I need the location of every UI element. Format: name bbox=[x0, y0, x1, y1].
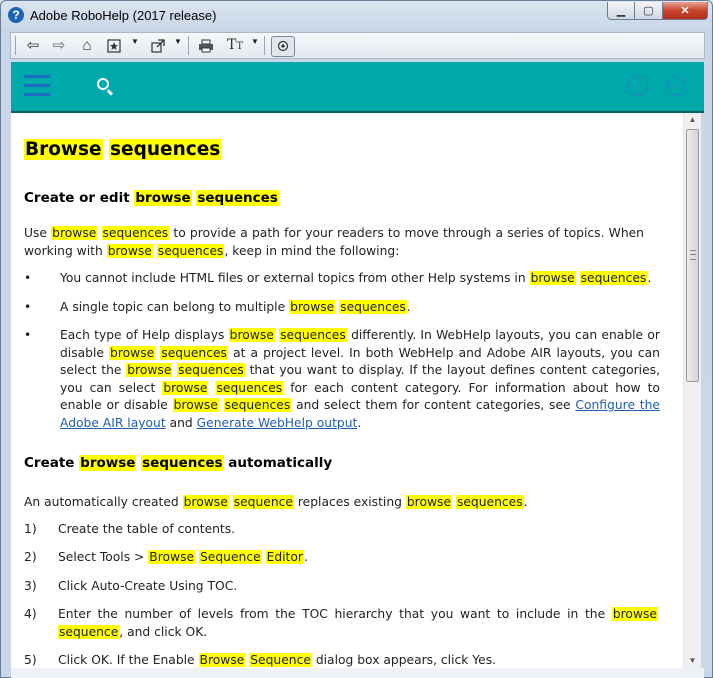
title-bar bbox=[1, 1, 712, 31]
open-external-button[interactable] bbox=[149, 36, 167, 55]
window-title: Adobe RoboHelp (2017 release) bbox=[30, 8, 217, 23]
menu-icon[interactable] bbox=[24, 75, 50, 97]
forward-arrow-icon: ⇨ bbox=[52, 37, 66, 54]
heading-create-auto: Create browse sequences automatically bbox=[24, 455, 333, 471]
home-button[interactable] bbox=[77, 36, 97, 55]
scrollbar-grip-icon bbox=[690, 250, 696, 260]
toolbar bbox=[10, 32, 705, 59]
font-size-dropdown-caret[interactable]: ▼ bbox=[251, 37, 259, 46]
scroll-down-arrow-icon[interactable]: ▼ bbox=[688, 656, 697, 665]
bullet-marker: • bbox=[24, 300, 32, 314]
help-app-icon: ? bbox=[8, 7, 24, 23]
printer-icon bbox=[198, 39, 214, 53]
topic-title: Browse sequences bbox=[25, 139, 221, 160]
window-controls bbox=[607, 2, 708, 21]
help-header-bar bbox=[11, 62, 704, 113]
link-configure-air-layout[interactable]: Configure the Adobe AIR layout bbox=[60, 398, 660, 430]
heading-create-edit: Create or edit browse sequences bbox=[24, 190, 278, 206]
vertical-scrollbar[interactable] bbox=[683, 113, 701, 668]
previous-topic-icon[interactable]: ← bbox=[628, 76, 648, 96]
favorites-button[interactable] bbox=[105, 36, 123, 55]
next-topic-icon[interactable]: → bbox=[666, 76, 686, 96]
minimize-button[interactable]: ▁ bbox=[607, 2, 635, 20]
status-bar bbox=[11, 668, 704, 678]
close-button[interactable]: ✕ bbox=[663, 2, 708, 20]
intro-paragraph: Use browse sequences to provide a path for your readers to move through a series of topics. When working with browse sequences, keep in mind the following: bbox=[24, 226, 644, 258]
forward-button[interactable] bbox=[49, 36, 69, 55]
back-arrow-icon: ⇦ bbox=[26, 37, 40, 54]
favorites-dropdown-caret[interactable]: ▼ bbox=[131, 37, 139, 46]
toolbar-grip bbox=[15, 36, 16, 55]
search-icon[interactable] bbox=[97, 78, 109, 90]
scroll-up-arrow-icon[interactable]: ▲ bbox=[688, 115, 697, 124]
font-size-button[interactable] bbox=[224, 36, 246, 55]
link-generate-webhelp-output[interactable]: Generate WebHelp output bbox=[196, 415, 358, 430]
print-button[interactable] bbox=[196, 36, 216, 55]
home-icon: ⌂ bbox=[82, 37, 92, 54]
external-link-icon bbox=[151, 39, 165, 53]
font-size-small-icon: T bbox=[236, 41, 243, 52]
auto-intro-paragraph: An automatically created browse sequence replaces existing browse sequences. bbox=[24, 495, 528, 509]
topic-content: Browse sequences Create or edit browse sequences Use browse sequences to provide a path for your readers to move through a series of topics. When working with browse sequences, keep in mind the following: • You cannot include HTML files or external topics from other Help systems in browse sequences. • A single topic can belong to multiple browse sequences. • Each type of Help displays browse sequences differently. In WebHelp layouts, you can enable or disable browse sequences at a project level. In both WebHelp and Adobe AIR layouts, you can select the browse sequences that you want to display. If the layout defines content categories, you can select browse sequences for each content category. For information about how to enable or disable browse sequences and select them for content categories, see Configure the Adobe AIR layout and Generate WebHelp output. Create browse sequences automatically An automatically created browse sequence replaces existing browse sequences. 1) Create the table of contents. 2) Select Tools > Browse Sequence Editor. 3) Click Auto-Create Using TOC. 4) Enter the number of levels from the TOC hierarchy that you want to include in the browse sequence, and click OK. 5) Click OK. If the Enable Browse Sequence dialog box appears, click Yes. bbox=[11, 113, 683, 668]
scrollbar-thumb[interactable] bbox=[686, 129, 699, 382]
toolbar-separator-2 bbox=[264, 36, 265, 55]
bullet-marker: • bbox=[24, 271, 32, 285]
highlight-icon bbox=[277, 40, 289, 52]
bookmark-star-icon bbox=[107, 39, 121, 53]
back-button[interactable] bbox=[23, 36, 43, 55]
maximize-button[interactable]: ▢ bbox=[635, 2, 663, 20]
font-size-icon: T bbox=[226, 37, 237, 53]
bullet-marker: • bbox=[24, 328, 32, 342]
external-dropdown-caret[interactable]: ▼ bbox=[174, 37, 182, 46]
toolbar-separator bbox=[188, 36, 189, 55]
highlight-search-toggle[interactable] bbox=[271, 36, 295, 57]
